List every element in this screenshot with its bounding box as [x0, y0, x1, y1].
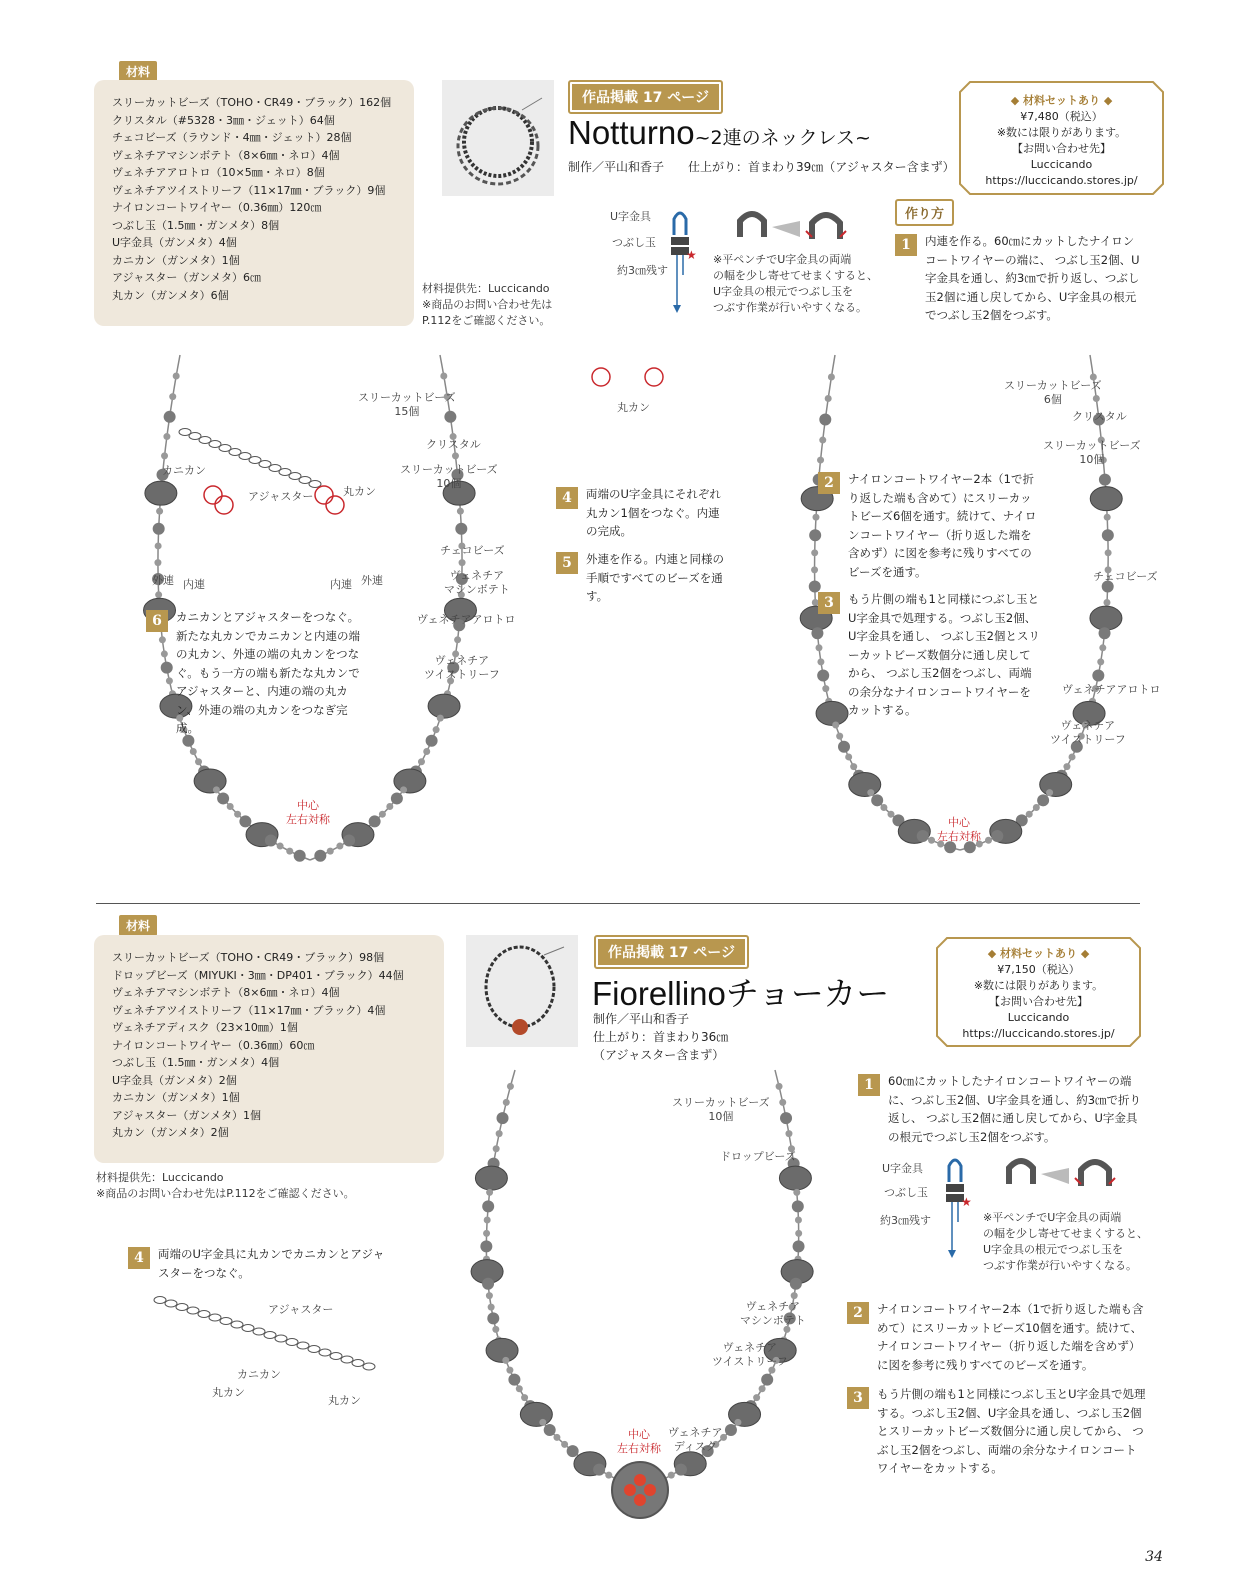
- chain-link: [209, 1314, 221, 1321]
- seed-bead: [828, 374, 835, 381]
- page-reference-badge: 作品掲載 17 ページ: [594, 935, 749, 969]
- twist-leaf-bead: [779, 1166, 811, 1190]
- twist-leaf-bead: [729, 1402, 761, 1426]
- chain-link: [352, 1360, 364, 1367]
- seed-bead: [190, 748, 197, 755]
- materials-list: [94, 935, 444, 1163]
- seed-bead: [423, 748, 430, 755]
- seed-bead: [155, 591, 162, 598]
- seed-bead: [195, 758, 202, 765]
- svg-text:★: ★: [961, 1195, 972, 1209]
- seed-bead: [819, 437, 826, 444]
- round-bead: [153, 523, 165, 535]
- seed-bead: [483, 1230, 490, 1237]
- material-item: ナイロンコートワイヤー（0.36㎜）120㎝: [112, 201, 322, 214]
- twist-leaf-bead: [475, 1166, 507, 1190]
- label-marukan: 丸カン: [328, 1394, 361, 1407]
- u-part-label: U字金具: [610, 210, 652, 223]
- seed-bead: [496, 1130, 503, 1137]
- label-inner: 内連: [330, 578, 352, 591]
- chain-link: [220, 1318, 232, 1325]
- seed-bead: [336, 843, 343, 850]
- round-bead: [1092, 670, 1104, 682]
- label-threecut-10: スリーカットビーズ 10個: [1043, 439, 1141, 466]
- seed-bead: [1069, 753, 1076, 760]
- jump-ring: [326, 496, 344, 514]
- seed-bead: [759, 1385, 766, 1392]
- seed-bead: [161, 452, 168, 459]
- label-disk: ヴェネチア ディスク: [668, 1426, 723, 1453]
- material-item: アジャスター（ガンメタ）6㎝: [112, 271, 262, 284]
- material-item: スリーカットビーズ（TOHO・CR49・ブラック）162個: [112, 96, 392, 109]
- seed-bead: [795, 1217, 802, 1224]
- tip-note: ※平ペンチでU字金具の両端 の幅を少し寄せてせまくすると、 U字金具の根元でつぶし玉を つぶす作業が行いやすくなる。: [713, 253, 878, 314]
- seed-bead: [163, 433, 170, 440]
- material-item: ヴェネチアマシンボテト（8×6㎜・ネロ）4個: [112, 986, 340, 999]
- material-item: つぶし玉（1.5㎜・ガンメタ）8個: [112, 218, 280, 232]
- round-bead: [391, 792, 403, 804]
- seed-bead: [488, 1304, 495, 1311]
- step-2: 2 ナイロンコートワイヤー2本（1で折り返した端も含めて）にスリーカットビーズ6個を通す。続けて、ナイロンコートワイヤー（折り返した端を含めず）に図を参考に残りすべてのビーズを通す。: [818, 470, 1040, 581]
- material-set-box: ◆ 材料セットあり ◆ ¥7,480（税込） ※数には限りがあります。 【お問い合わせ先】 Luccicando https://luccicando.stores.jp/: [958, 80, 1165, 196]
- label-marukan: 丸カン: [343, 485, 376, 498]
- seed-bead: [213, 786, 220, 793]
- seed-bead: [154, 559, 161, 566]
- step-5: 5 外連を作る。内連と同様の手順ですべてのビーズを通す。: [556, 550, 724, 606]
- chain-link: [176, 1304, 188, 1311]
- label-twist: ヴェネチア ツイストリーフ: [1050, 719, 1126, 746]
- seed-bead: [516, 1385, 523, 1392]
- label-adjuster: アジャスター: [268, 1303, 334, 1316]
- flower-dot: [644, 1484, 656, 1496]
- seed-bead: [173, 373, 180, 380]
- jump-ring: [592, 368, 610, 386]
- seed-bead: [668, 1472, 675, 1479]
- seed-bead: [888, 811, 895, 818]
- page-reference-badge: 作品掲載 17 ページ: [568, 80, 723, 114]
- seed-bead: [486, 1189, 493, 1196]
- flower-dot: [634, 1474, 646, 1486]
- label-threecut-10: スリーカットビーズ 10個: [672, 1096, 770, 1123]
- material-item: 丸カン（ガンメタ）6個: [112, 288, 229, 302]
- twist-leaf-bead: [145, 481, 177, 505]
- seed-bead: [985, 837, 992, 844]
- label-twist: ヴェネチア ツイストリーフ: [424, 654, 500, 681]
- chain-link: [198, 1311, 210, 1318]
- seed-bead: [1046, 789, 1053, 796]
- material-item: つぶし玉（1.5㎜・ガンメタ）4個: [112, 1056, 280, 1069]
- seed-bead: [155, 542, 162, 549]
- jump-ring: [204, 486, 222, 504]
- label-crystal: クリスタル: [1072, 410, 1127, 423]
- seed-bead: [1026, 811, 1033, 818]
- twist-leaf-bead: [194, 769, 226, 793]
- page-title: Fiorellinoチョーカー: [592, 975, 890, 1012]
- chain-link: [242, 1325, 254, 1332]
- seed-bead: [493, 1145, 500, 1152]
- seed-bead: [776, 1083, 783, 1090]
- seed-bead: [928, 837, 935, 844]
- round-bead: [455, 523, 467, 535]
- round-bead: [780, 1112, 792, 1124]
- label-twist: ヴェネチア ツイストリーフ: [712, 1341, 788, 1368]
- material-item: U字金具（ガンメタ）2個: [112, 1073, 237, 1087]
- seed-bead: [811, 566, 818, 573]
- materials-tag: 材料: [119, 915, 157, 936]
- step-3: 3 もう片側の端も1と同様につぶし玉とU字金具で処理する。つぶし玉2個、U字金具を通し、 つぶし玉2個とスリーカットビーズ数個分に通し戻してから、 つぶし玉2個をつぶし、両端の余分なナイロンコートワイヤーをカットする。: [818, 590, 1040, 720]
- materials-list: [94, 80, 414, 326]
- seed-bead: [156, 508, 163, 515]
- label-machine: ヴェネチア マシンボテト: [740, 1300, 806, 1327]
- material-item: U字金具（ガンメタ）4個: [112, 236, 237, 249]
- product-photo: [442, 80, 554, 196]
- chain-link: [165, 1300, 177, 1307]
- seed-bead: [379, 811, 386, 818]
- seed-bead: [817, 457, 824, 464]
- label-threecut-10: スリーカットビーズ 10個: [400, 463, 498, 490]
- label-kanikan: カニカン: [237, 1368, 281, 1381]
- seed-bead: [234, 811, 241, 818]
- round-bead: [725, 1424, 737, 1436]
- disk-bead: [612, 1462, 668, 1518]
- seed-bead: [1099, 644, 1106, 651]
- page-title: Notturno~2連のネックレス~: [568, 114, 871, 151]
- seed-bead: [437, 715, 444, 722]
- round-bead: [217, 792, 229, 804]
- seed-bead: [1105, 549, 1112, 556]
- round-bead: [991, 830, 1003, 842]
- chain-link: [363, 1363, 375, 1370]
- round-bead: [294, 850, 306, 862]
- seed-bead: [400, 786, 407, 793]
- round-bead: [838, 741, 850, 753]
- material-item: ヴェネチアマシンボテト（8×6㎜・ネロ）4個: [112, 148, 340, 162]
- label-czech: チェコビーズ: [440, 544, 505, 557]
- tip-note: ※平ペンチでU字金具の両端 の幅を少し寄せてせまくすると、 U字金具の根元でつぶし玉を つぶす作業が行いやすくなる。: [983, 1211, 1148, 1272]
- material-set-box: ◆ 材料セットあり ◆ ¥7,150（税込） ※数には限りがあります。 【お問い合わせ先】 Luccicando https://luccicando.stores.jp/: [935, 936, 1142, 1048]
- round-bead: [487, 1312, 499, 1324]
- seed-bead: [779, 1099, 786, 1106]
- leave-label: 約3㎝残す: [617, 264, 668, 277]
- section-divider: [96, 903, 1140, 904]
- seed-bead: [454, 636, 461, 643]
- seed-bead: [850, 763, 857, 770]
- round-bead: [426, 735, 438, 747]
- material-item: チェコビーズ（ラウンド・4㎜・ジェット）28個: [112, 131, 352, 144]
- necklace-photo-icon: [442, 80, 554, 196]
- material-item: 丸カン（ガンメタ）2個: [112, 1126, 229, 1139]
- product-photo: [466, 935, 578, 1047]
- chain-link: [309, 481, 321, 488]
- seed-bead: [832, 722, 839, 729]
- round-bead: [497, 1112, 509, 1124]
- seed-bead: [836, 733, 843, 740]
- twist-leaf-bead: [1090, 606, 1122, 630]
- seed-bead: [793, 1189, 800, 1196]
- seed-bead: [507, 1083, 514, 1090]
- round-bead: [1099, 474, 1111, 486]
- label-arotoro: ヴェネチアアロトロ: [417, 613, 516, 626]
- supplier-note: 材料提供先：Luccicando ※商品のお問い合わせ先は P.112をご確認ください。: [422, 282, 553, 327]
- material-item: カニカン（ガンメタ）1個: [112, 253, 240, 267]
- seed-bead: [503, 1099, 510, 1106]
- label-machine: ヴェネチア マシンボテト: [444, 569, 510, 596]
- chain-link: [231, 1321, 243, 1328]
- step-6: 6 カニカンとアジャスターをつなぐ。新たな丸カンでカニカンと内連の端の丸カン、外連の端の丸カンをつなぐ。もう一方の端も新たな丸カンでアジャスターと、内連の端の丸カン、外連の端の丸カンをつなぎ完成。: [146, 608, 360, 738]
- seed-bead: [492, 1326, 499, 1333]
- chain-link: [319, 1349, 331, 1356]
- label-marukan: 丸カン: [617, 401, 650, 414]
- label-threecut-15: スリーカットビーズ 15個: [358, 391, 456, 418]
- chain-link: [187, 1307, 199, 1314]
- label-center: 中心 左右対称: [617, 1428, 661, 1455]
- twist-leaf-bead: [849, 772, 881, 796]
- material-item: ヴェネチアツイストリーフ（11×17㎜・ブラック）4個: [112, 1003, 386, 1017]
- seed-bead: [880, 804, 887, 811]
- twist-leaf-bead: [428, 694, 460, 718]
- material-item: クリスタル（#5328・3㎜・ジェット）64個: [112, 113, 335, 127]
- seed-bead: [484, 1217, 491, 1224]
- round-bead: [369, 815, 381, 827]
- label-outer: 外連: [361, 574, 383, 587]
- supplier-note: 材料提供先：Luccicando ※商品のお問い合わせ先はP.112をご確認ください。: [96, 1171, 355, 1200]
- seed-bead: [169, 393, 176, 400]
- flower-dot: [634, 1494, 646, 1506]
- material-item: カニカン（ガンメタ）1個: [112, 1091, 240, 1104]
- label-marukan: 丸カン: [212, 1386, 245, 1399]
- chain-link: [286, 1339, 298, 1346]
- material-item: ヴェネチアアロトロ（10×5㎜・ネロ）8個: [112, 166, 325, 179]
- seed-bead: [785, 1130, 792, 1137]
- step-1: 1 60㎝にカットしたナイロンコートワイヤーの端に、つぶし玉2個、U字金具を通し、約3㎝で折り返し、 つぶし玉2個に通し戻してから、U字金具の根元でつぶし玉2個をつぶす。: [858, 1072, 1148, 1146]
- crimp-label: つぶし玉: [884, 1186, 928, 1199]
- round-bead: [792, 1200, 804, 1212]
- chain-link: [330, 1353, 342, 1360]
- seed-bead: [1097, 658, 1104, 665]
- jump-ring: [215, 496, 233, 514]
- round-bead: [593, 1464, 605, 1476]
- seed-bead: [795, 1230, 802, 1237]
- round-bead: [164, 411, 176, 423]
- seed-bead: [327, 848, 334, 855]
- seed-bead: [433, 726, 440, 733]
- seed-bead: [521, 1394, 528, 1401]
- material-item: ヴェネチアディスク（23×10㎜）1個: [112, 1021, 298, 1034]
- jump-ring: [645, 368, 663, 386]
- round-bead: [675, 1464, 687, 1476]
- material-item: スリーカットビーズ（TOHO・CR49・ブラック）98個: [112, 951, 385, 964]
- twist-leaf-bead: [394, 769, 426, 793]
- seed-bead: [734, 1419, 741, 1426]
- seed-bead: [506, 1367, 513, 1374]
- chain-link: [341, 1356, 353, 1363]
- round-bead: [790, 1278, 802, 1290]
- label-arotoro: ヴェネチアアロトロ: [1062, 683, 1161, 696]
- label-inner: 内連: [183, 578, 205, 591]
- step-3: 3 もう片側の端も1と同様につぶし玉とU字金具で処理する。つぶし玉2個、U字金具を通し、つぶし玉2個とスリーカットビーズ数個分に通し戻してから、 つぶし玉2個をつぶし、両端の余分なナイロンコートワイヤーをカットする。: [847, 1385, 1147, 1478]
- material-item: ナイロンコートワイヤー（0.36㎜）60㎝: [112, 1038, 315, 1052]
- round-bead: [482, 1278, 494, 1290]
- round-bead: [480, 1240, 492, 1252]
- round-bead: [917, 830, 929, 842]
- chain-link: [275, 1335, 287, 1342]
- step-4: 4 両端のU字金具にそれぞれ丸カン1個をつなぐ。内連の完成。: [556, 485, 724, 541]
- twist-leaf-bead: [520, 1402, 552, 1426]
- seed-bead: [753, 1394, 760, 1401]
- round-bead: [567, 1445, 579, 1457]
- chain-link: [253, 1328, 265, 1335]
- material-item: ドロップビーズ（MIYUKI・3㎜・DP401・ブラック）44個: [112, 968, 404, 982]
- seed-bead: [605, 1472, 612, 1479]
- seed-bead: [561, 1441, 568, 1448]
- label-crystal: クリスタル: [426, 438, 481, 451]
- wire: [486, 1070, 640, 1490]
- round-bead: [544, 1424, 556, 1436]
- flower-dot: [624, 1484, 636, 1496]
- seed-bead: [845, 753, 852, 760]
- label-kanikan: カニカン: [162, 464, 206, 477]
- round-bead: [508, 1374, 520, 1386]
- label-drop: ドロップビーズ: [720, 1150, 796, 1163]
- label-czech: チェコビーズ: [1093, 570, 1158, 583]
- seed-bead: [486, 1292, 493, 1299]
- seed-bead: [386, 803, 393, 810]
- seed-bead: [459, 559, 466, 566]
- label-adjuster: アジャスター: [248, 490, 314, 503]
- chain-link: [308, 1346, 320, 1353]
- leave-label: 約3㎝残す: [880, 1214, 931, 1227]
- round-bead: [793, 1240, 805, 1252]
- seed-bead: [1103, 599, 1110, 606]
- round-bead: [761, 1374, 773, 1386]
- u-part-label: U字金具: [882, 1162, 924, 1175]
- seed-bead: [286, 848, 293, 855]
- label-threecut-6: スリーカットビーズ 6個: [1004, 379, 1102, 406]
- round-bead: [314, 850, 326, 862]
- twist-leaf-bead: [1040, 772, 1072, 796]
- seed-bead: [457, 508, 464, 515]
- crimp-label: つぶし玉: [612, 236, 656, 249]
- chain-link: [297, 1342, 309, 1349]
- twist-leaf-bead: [486, 1338, 518, 1362]
- seed-bead: [539, 1419, 546, 1426]
- seed-bead: [791, 1292, 798, 1299]
- material-item: ヴェネチアツイストリーフ（11×17㎜・ブラック）9個: [112, 183, 386, 197]
- materials-tag: 材料: [119, 61, 157, 82]
- material-item: アジャスター（ガンメタ）1個: [112, 1108, 262, 1122]
- round-bead: [1102, 529, 1114, 541]
- round-bead: [482, 1200, 494, 1212]
- page-number: 34: [1145, 1549, 1163, 1565]
- step-2: 2 ナイロンコートワイヤー2本（1で折り返した端も含めて）にスリーカットビーズ10個を通す。続けて、ナイロンコートワイヤー（折り返した端を含めず）に図を参考に残りすべてのビーズを通す。: [847, 1300, 1147, 1374]
- round-bead: [819, 414, 831, 426]
- chain-link: [264, 1332, 276, 1339]
- seed-bead: [1033, 804, 1040, 811]
- seed-bead: [227, 803, 234, 810]
- seed-bead: [867, 789, 874, 796]
- credit-line: 制作／平山和香子 仕上がり：首まわり36㎝ （アジャスター含まず）: [593, 1012, 729, 1062]
- label-outer: 外連: [152, 574, 174, 587]
- seed-bead: [440, 373, 447, 380]
- svg-text:★: ★: [686, 248, 697, 262]
- round-bead: [265, 835, 277, 847]
- choker-photo-icon: [466, 935, 578, 1047]
- twist-leaf-bead: [1090, 487, 1122, 511]
- seed-bead: [1063, 763, 1070, 770]
- round-bead: [239, 815, 251, 827]
- round-bead: [871, 794, 883, 806]
- seed-bead: [502, 1357, 509, 1364]
- step-4: 4 両端のU字金具に丸カンでカニカンとアジャスターをつなぐ。: [128, 1245, 390, 1282]
- jump-ring: [315, 486, 333, 504]
- seed-bead: [553, 1434, 560, 1441]
- seed-bead: [825, 395, 832, 402]
- step-1: 1 内連を作る。60㎝にカットしたナイロンコートワイヤーの端に、 つぶし玉2個、U字金具を通し、約3㎝で折り返し、つぶし玉2個に通し戻してから、U字金具の根元でつぶし玉2個をつぶす。: [895, 232, 1145, 325]
- seed-bead: [452, 452, 459, 459]
- round-bead: [343, 835, 355, 847]
- howto-heading: 作り方: [895, 199, 954, 226]
- seed-bead: [1104, 514, 1111, 521]
- seed-bead: [418, 758, 425, 765]
- label-center: 中心 左右対称: [286, 799, 330, 826]
- credit-line: 制作／平山和香子 仕上がり：首まわり39㎝（アジャスター含まず）: [568, 160, 955, 174]
- label-center: 中心 左右対称: [937, 816, 981, 843]
- seed-bead: [277, 843, 284, 850]
- round-bead: [1099, 627, 1111, 639]
- round-bead: [1037, 794, 1049, 806]
- chain-link: [154, 1297, 166, 1304]
